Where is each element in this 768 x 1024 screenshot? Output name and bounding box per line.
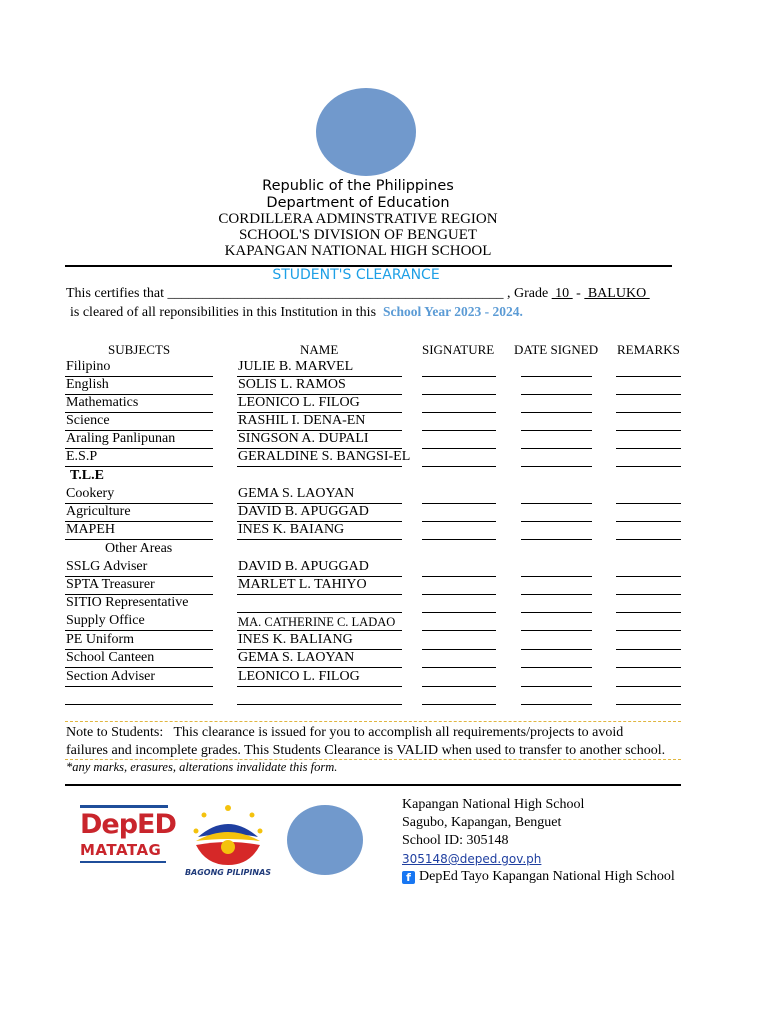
name-line [237,539,402,540]
footer-facebook-page[interactable]: DepEd Tayo Kapangan National High School [419,869,675,884]
certify-line [66,286,650,302]
table-row [0,377,768,395]
note-line-1: Note to Students: This clearance is issued for you to accomplish all requirements/projects to avoid [66,725,624,740]
section-value: BALUKO [584,286,650,301]
section-other-label: Other Areas [105,541,173,556]
date-line [521,539,592,540]
remarks-line [616,704,681,705]
logo-bottom-bar [80,861,166,863]
name-line [237,667,402,668]
table-row [0,431,768,449]
table-row [0,359,768,377]
table-row [0,613,768,631]
subject-line [65,466,213,467]
teacher-name: SOLIS L. RAMOS [238,377,346,392]
teacher-name: GEMA S. LAOYAN [238,650,355,665]
footer-school-id: School ID: 305148 [402,833,509,848]
teacher-name: INES K. BALIANG [238,632,353,647]
school-logo-placeholder [287,805,363,875]
subject-name: SITIO Representative [66,595,189,610]
header-region: CORDILLERA ADMINSTRATIVE REGION [218,211,498,227]
certify-text: This certifies that ________________________________________________ , Grade [66,286,552,301]
header-division: SCHOOL'S DIVISION OF BENGUET [238,227,478,243]
subject-name: Cookery [66,486,115,501]
note-to-students [66,724,665,760]
table-row [0,504,768,522]
footer-school-name: Kapangan National High School [402,797,585,812]
date-line [521,630,592,631]
table-row [0,669,768,687]
grade-dash: - [572,286,585,301]
deped-wordmark: DepED [80,809,176,840]
header-school: KAPANGAN NATIONAL HIGH SCHOOL [224,243,492,259]
cleared-line [70,304,523,321]
subject-name: Section Adviser [66,669,156,684]
footer-facebook-row [402,869,675,885]
subject-line [65,704,213,705]
name-line [237,630,402,631]
table-row [0,595,768,613]
signature-line [422,466,496,467]
disclaimer: *any marks, erasures, alterations invalidate this form. [66,760,338,774]
note-line-2: failures and incomplete grades. This Students Clearance is VALID when used to transfer to another school. [66,743,666,758]
col-remarks: REMARKS [617,342,680,357]
teacher-name: MARLET L. TAHIYO [238,577,367,592]
subject-line [65,630,213,631]
school-seal-placeholder [316,88,416,176]
teacher-name: GERALDINE S. BANGSI-EL [238,449,411,464]
teacher-name: INES K. BAIANG [238,522,345,537]
name-line [237,466,402,467]
section-tle-label: T.L.E [70,468,104,483]
subject-name: School Canteen [66,650,155,665]
table-row [0,395,768,413]
subject-name: English [66,377,109,392]
header-department: Department of Education [266,195,450,211]
footer-address: Sagubo, Kapangan, Benguet [402,815,562,830]
table-row [0,413,768,431]
footer-divider [65,784,681,786]
table-row [0,559,768,577]
teacher-name: LEONICO L. FILOG [238,669,360,684]
logo-sun [221,840,235,854]
subject-name: Araling Panlipunan [66,431,176,446]
subject-name: SSLG Adviser [66,559,148,574]
remarks-line [616,667,681,668]
table-row [0,522,768,540]
col-date-signed: DATE SIGNED [514,342,599,357]
remarks-line [616,630,681,631]
table-row [0,632,768,650]
name-line [237,704,402,705]
deped-matatag-logo [80,805,176,863]
table-row [0,650,768,668]
teacher-name: SINGSON A. DUPALI [238,431,369,446]
form-title: STUDENT'S CLEARANCE [272,267,440,283]
teacher-name: DAVID B. APUGGAD [238,559,369,574]
date-line [521,466,592,467]
facebook-icon: f [402,871,415,884]
teacher-name: RASHIL I. DENA-EN [238,413,366,428]
note-top-border [65,721,681,722]
subject-line [65,539,213,540]
teacher-name: DAVID B. APUGGAD [238,504,369,519]
header-republic: Republic of the Philippines [262,178,454,194]
subject-name: E.S.P [66,449,98,464]
teacher-name: MA. CATHERINE C. LADAO [238,615,396,629]
grade-value: 10 [551,286,573,301]
footer-email-link[interactable]: 305148@deped.gov.ph [402,852,542,866]
signature-line [422,667,496,668]
table-row [0,486,768,504]
bagong-pilipinas-label: BAGONG PILIPINAS [184,868,272,877]
remarks-line [616,466,681,467]
signature-line [422,630,496,631]
section-header-tle [0,468,768,486]
col-name: NAME [300,342,339,357]
col-signature: SIGNATURE [422,342,495,357]
table-row [0,577,768,595]
subject-line [65,667,213,668]
section-header-other [0,541,768,559]
footer-email-row [402,852,541,868]
teacher-name: JULIE B. MARVEL [238,359,354,374]
signature-line [422,704,496,705]
subject-name: SPTA Treasurer [66,577,155,592]
subject-name: Science [66,413,110,428]
bagong-pilipinas-logo [190,803,266,867]
subject-name: PE Uniform [66,632,135,647]
matatag-wordmark: MATATAG [80,841,162,859]
date-line [521,704,592,705]
table-row [0,449,768,467]
subject-name: Supply Office [66,613,145,628]
date-line [521,667,592,668]
remarks-line [616,539,681,540]
subject-name: MAPEH [66,522,116,537]
school-year: School Year 2023 - 2024. [383,304,523,319]
subject-name: Filipino [66,359,111,374]
col-subjects: SUBJECTS [108,342,171,357]
teacher-name: GEMA S. LAOYAN [238,486,355,501]
subject-name: Mathematics [66,395,139,410]
signature-line [422,539,496,540]
table-row [0,687,768,705]
subject-name: Agriculture [66,504,131,519]
cleared-text: is cleared of all reponsibilities in this Institution in this [70,305,384,320]
teacher-name: LEONICO L. FILOG [238,395,360,410]
